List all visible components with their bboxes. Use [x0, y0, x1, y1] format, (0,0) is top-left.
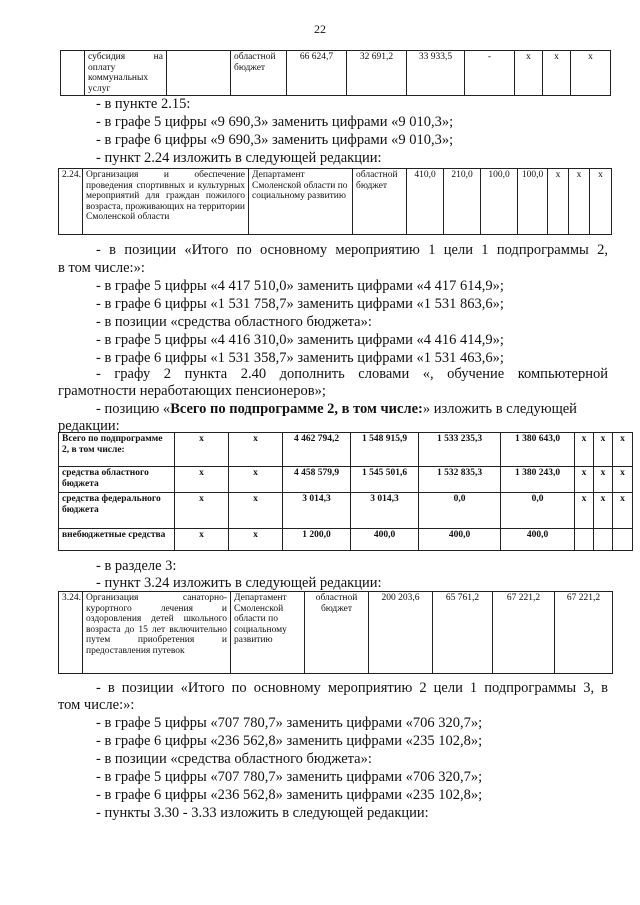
- cell-value: 400,0: [501, 529, 575, 551]
- cell-number: 3.24.: [59, 592, 83, 674]
- cell-value: [594, 529, 613, 551]
- cell-value: х: [569, 169, 590, 235]
- cell-value: х: [571, 51, 611, 96]
- cell-value: 4 462 794,2: [283, 433, 351, 467]
- cell: [167, 51, 231, 96]
- text-line: - графу 2 пункта 2.40 дополнить словами «, обучение компьютерной: [96, 366, 608, 382]
- cell-name: субсидия на оплату коммунальных услуг: [85, 51, 167, 96]
- cell-source: областной бюджет: [305, 592, 369, 674]
- cell-value: х: [594, 467, 613, 493]
- cell-label: внебюджетные средства: [59, 529, 175, 551]
- cell-value: 0,0: [419, 493, 501, 529]
- cell-value: -: [465, 51, 515, 96]
- cell-value: 1 380 643,0: [501, 433, 575, 467]
- cell-value: х: [543, 51, 571, 96]
- cell-value: х: [229, 493, 283, 529]
- cell-value: х: [594, 493, 613, 529]
- cell-value: 1 532 835,3: [419, 467, 501, 493]
- cell-value: 66 624,7: [287, 51, 347, 96]
- cell-value: х: [229, 529, 283, 551]
- table-row: [59, 592, 613, 674]
- text-line: - в позиции «средства областного бюджета»:: [96, 314, 372, 330]
- text-line: - пункт 3.24 изложить в следующей редакции:: [96, 575, 382, 591]
- text-prefix: - позицию «: [96, 401, 171, 417]
- cell-value: 410,0: [407, 169, 444, 235]
- text-line: в том числе:»:: [58, 260, 145, 276]
- cell-value: 3 014,3: [283, 493, 351, 529]
- cell-value: 400,0: [351, 529, 419, 551]
- cell-value: 65 761,2: [433, 592, 493, 674]
- cell-value: х: [575, 493, 594, 529]
- text-line: - в позиции «средства областного бюджета»:: [96, 751, 372, 767]
- cell-value: х: [590, 169, 612, 235]
- text-line: - в графе 6 цифры «236 562,8» заменить цифрами «235 102,8»;: [96, 787, 483, 803]
- cell-value: 1 380 243,0: [501, 467, 575, 493]
- cell-executor: Департамент Смоленской области по социальному развитию: [249, 169, 353, 235]
- text-bold: Всего по подпрограмме 2, в том числе:: [170, 401, 423, 417]
- table-item-3-24: [58, 591, 613, 674]
- page-number: 22: [314, 22, 326, 36]
- table-subprogram-2-total: [58, 432, 633, 551]
- cell-name: Организация и обеспечение проведения спортивных и культурных мероприятий для граждан пожилого возраста, проживающих на территории Смоленской области: [83, 169, 249, 235]
- cell-value: 33 933,5: [407, 51, 465, 96]
- cell-name: Организация санаторно-курортного лечения и оздоровления детей школьного возраста до 15 лет включительно путем приобретения и предоставления путевок: [83, 592, 231, 674]
- cell-value: 0,0: [501, 493, 575, 529]
- cell-value: х: [575, 467, 594, 493]
- cell-value: х: [175, 467, 229, 493]
- cell-label: Всего по подпрограмме 2, в том числе:: [59, 433, 175, 467]
- cell-value: х: [594, 433, 613, 467]
- text-line: - в позиции «Итого по основному мероприятию 1 цели 1 подпрограммы 2,: [96, 242, 608, 258]
- cell-value: х: [613, 467, 633, 493]
- cell-value: х: [175, 493, 229, 529]
- text-suffix: » изложить в следующей: [422, 401, 577, 417]
- cell: [61, 51, 85, 96]
- text-line: - в графе 6 цифры «1 531 758,7» заменить цифрами «1 531 863,6»;: [96, 296, 504, 312]
- cell-value: 32 691,2: [347, 51, 407, 96]
- text-line: - в графе 5 цифры «707 780,7» заменить цифрами «706 320,7»;: [96, 769, 483, 785]
- cell-value: 200 203,6: [369, 592, 433, 674]
- text-line: - в разделе 3:: [96, 558, 177, 574]
- cell-source: областной бюджет: [353, 169, 407, 235]
- text-line: - в графе 6 цифры «9 690,3» заменить цифрами «9 010,3»;: [96, 132, 454, 148]
- table-row: [61, 51, 611, 96]
- cell-value: х: [175, 433, 229, 467]
- cell-source: областной бюджет: [231, 51, 287, 96]
- table-row: [59, 169, 612, 235]
- text-line: - в графе 5 цифры «4 416 310,0» заменить цифрами «4 416 414,9»;: [96, 332, 504, 348]
- text-line: - в пункте 2.15:: [96, 96, 191, 112]
- cell-executor: Департамент Смоленской области по социальному развитию: [231, 592, 305, 674]
- cell-value: 1 533 235,3: [419, 433, 501, 467]
- text-line: редакции:: [58, 418, 120, 434]
- cell-value: х: [613, 493, 633, 529]
- cell-value: 67 221,2: [493, 592, 555, 674]
- table-row: [59, 493, 633, 529]
- text-line: грамотности неработающих пенсионеров»;: [58, 383, 326, 399]
- table-row: [59, 433, 633, 467]
- table-row: [59, 529, 633, 551]
- cell-value: 1 545 501,6: [351, 467, 419, 493]
- cell-value: 100,0: [518, 169, 548, 235]
- cell-value: х: [515, 51, 543, 96]
- cell-value: х: [175, 529, 229, 551]
- cell-value: [575, 529, 594, 551]
- text-line: - пункты 3.30 - 3.33 изложить в следующей редакции:: [96, 805, 429, 821]
- cell-value: х: [229, 467, 283, 493]
- cell-value: х: [575, 433, 594, 467]
- text-line: - в графе 6 цифры «1 531 358,7» заменить цифрами «1 531 463,6»;: [96, 350, 504, 366]
- cell-label: средства областного бюджета: [59, 467, 175, 493]
- cell-value: 3 014,3: [351, 493, 419, 529]
- text-line: - в графе 5 цифры «4 417 510,0» заменить цифрами «4 417 614,9»;: [96, 278, 504, 294]
- cell-value: 100,0: [481, 169, 518, 235]
- table-item-2-24: [58, 168, 612, 235]
- cell-value: 1 548 915,9: [351, 433, 419, 467]
- table-subsidy: [60, 50, 611, 96]
- text-line-bold: [96, 401, 577, 418]
- cell-value: 67 221,2: [555, 592, 613, 674]
- cell-value: 4 458 579,9: [283, 467, 351, 493]
- cell-value: [613, 529, 633, 551]
- table-row: [59, 467, 633, 493]
- cell-value: 210,0: [444, 169, 481, 235]
- text-line: - в графе 5 цифры «9 690,3» заменить цифрами «9 010,3»;: [96, 114, 454, 130]
- text-line: - в графе 5 цифры «707 780,7» заменить цифрами «706 320,7»;: [96, 715, 483, 731]
- text-line: том числе:»:: [58, 697, 135, 713]
- cell-number: 2.24.: [59, 169, 83, 235]
- cell-value: х: [548, 169, 569, 235]
- cell-value: х: [229, 433, 283, 467]
- text-line: - в позиции «Итого по основному мероприятию 2 цели 1 подпрограммы 3, в: [96, 680, 608, 696]
- cell-value: х: [613, 433, 633, 467]
- text-line: - в графе 6 цифры «236 562,8» заменить цифрами «235 102,8»;: [96, 733, 483, 749]
- cell-value: 400,0: [419, 529, 501, 551]
- text-line: - пункт 2.24 изложить в следующей редакции:: [96, 150, 382, 166]
- cell-label: средства федерального бюджета: [59, 493, 175, 529]
- cell-value: 1 200,0: [283, 529, 351, 551]
